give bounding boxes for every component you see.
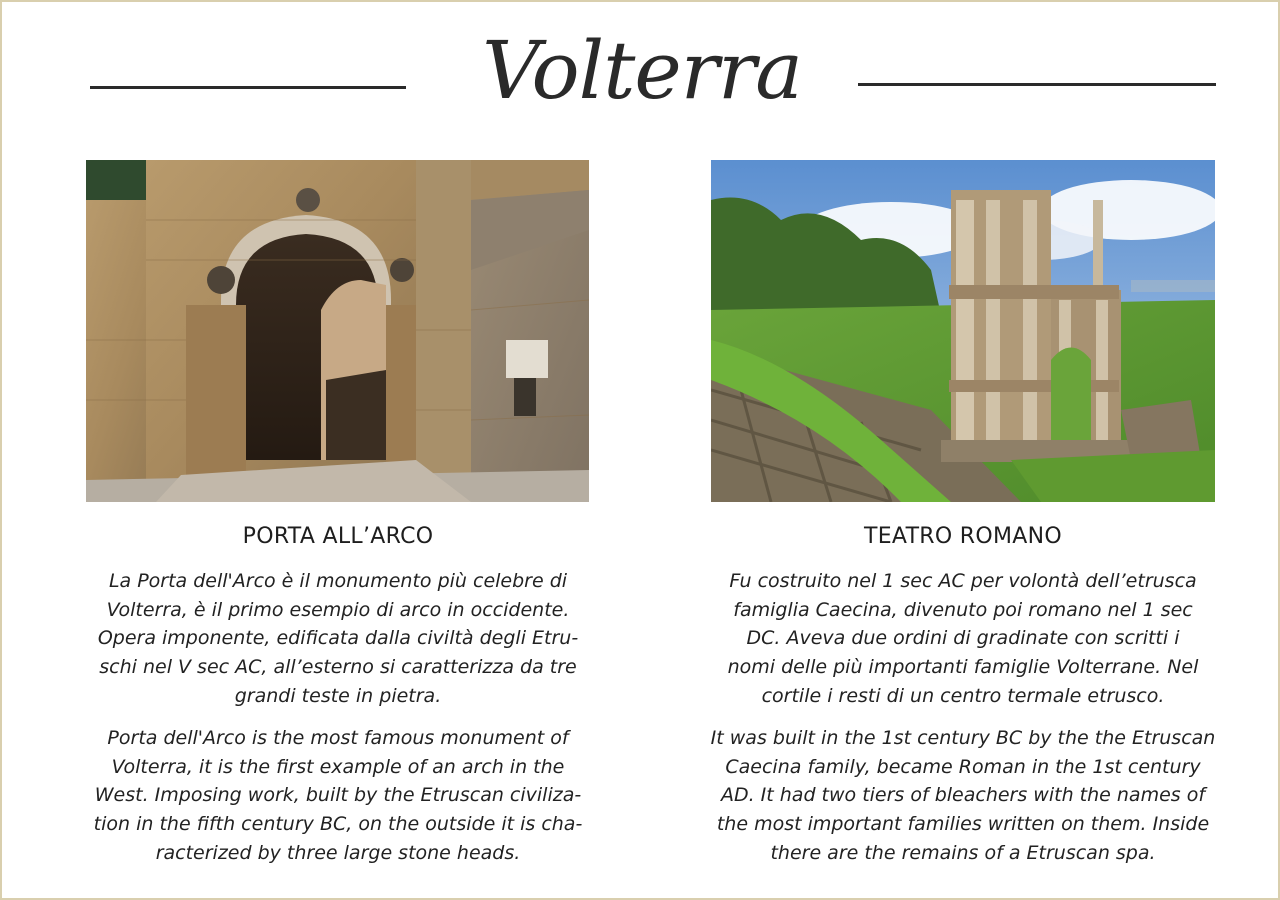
text-line: It was built in the 1st century BC by the the Etruscan [710, 727, 1216, 749]
text-line: Volterra, it is the first example of an arch in the [111, 755, 565, 778]
text-line: Fu costruito nel 1 sec AC per volontà dell’etrusca [729, 570, 1197, 592]
page-title: Volterra [482, 24, 802, 117]
text-line: Porta dell'Arco is the most famous monument of [107, 727, 569, 749]
title-rule-right [858, 83, 1216, 86]
photo-teatro-romano [711, 160, 1215, 502]
text-line: schi nel V sec AC, all’esterno si caratterizza da tre [99, 656, 577, 679]
caption-porta-all-arco: PORTA ALL’ARCO [242, 524, 434, 549]
text-line: there are the remains of a Etruscan spa. [770, 841, 1156, 864]
text-line: nomi delle più importanti famiglie Volterrane. Nel [727, 656, 1199, 679]
description-english-teatro-romano [703, 724, 1223, 868]
text-line: Volterra, è il primo esempio di arco in occidente. [106, 598, 570, 621]
text-line: racterized by three large stone heads. [155, 841, 521, 864]
text-line: Caecina family, became Roman in the 1st century [725, 755, 1201, 778]
text-line: tion in the fifth century BC, on the outside it is cha- [93, 813, 583, 836]
text-line: AD. It had two tiers of bleachers with the names of [720, 784, 1206, 807]
text-line: the most important families written on them. Inside [716, 813, 1210, 836]
text-line: West. Imposing work, built by the Etruscan civiliza- [94, 784, 582, 807]
text-line: famiglia Caecina, divenuto poi romano nel 1 sec [733, 598, 1193, 621]
description-english-porta-all-arco [78, 724, 598, 868]
porta-all-arco-image [86, 160, 589, 502]
description-italian-porta-all-arco [78, 567, 598, 711]
description-italian-teatro-romano [703, 567, 1223, 711]
text-line: Opera imponente, edificata dalla civiltà degli Etru- [97, 627, 579, 650]
photo-porta-all-arco [86, 160, 589, 502]
text-line: DC. Aveva due ordini di gradinate con scritti i [746, 627, 1180, 650]
text-line: La Porta dell'Arco è il monumento più celebre di [108, 570, 568, 592]
title-rule-left [90, 86, 406, 89]
text-line: grandi teste in pietra. [234, 684, 442, 707]
text-line: cortile i resti di un centro termale etrusco. [761, 684, 1165, 707]
teatro-romano-image [711, 160, 1215, 502]
caption-teatro-romano: TEATRO ROMANO [863, 524, 1063, 549]
